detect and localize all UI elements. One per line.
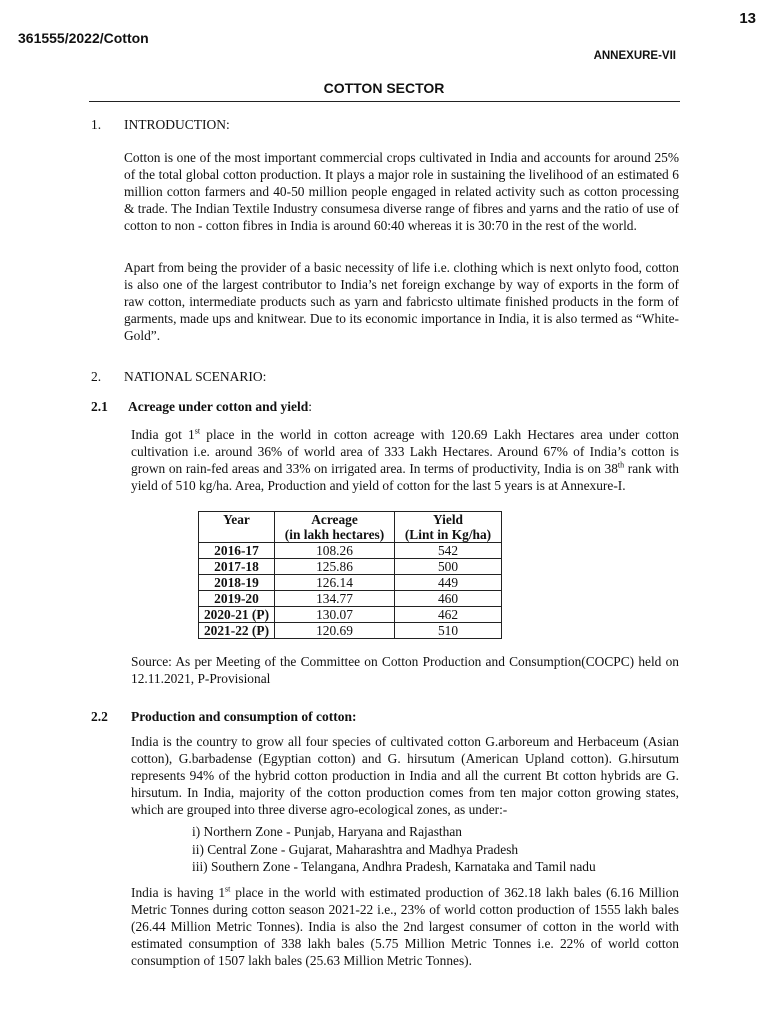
page-number: 13 (739, 10, 756, 27)
header-acreage-line-2: (in lakh hectares) (284, 527, 385, 542)
production-paragraph-1: India is the country to grow all four species of cultivated cotton G.arboreum and Herbaceum (Asian cotton), G.barbadense (Egyptian cotton) and G. hirsutum (American Upland cotton). G.hirsutum represents 94% of the hybrid cotton production in India and all the current Bt cotton hybrids are G. hirsutum. In India, majority of the cotton production comes from ten major cotton growing states, which are grouped into three diverse agro-ecological zones, as under:- (131, 734, 679, 817)
acreage-yield-table (198, 511, 502, 639)
intro-paragraph-2: Apart from being the provider of a basic necessity of life i.e. clothing which is next onlyto food, cotton is also one of the largest contributor to India’s net foreign exchange by way of exports in the form of raw cotton, intermediate products such as yarn and fabricsto ultimate finished products in the form of garments, made ups and knitwear. Due to its economic importance in India, it is also termed as “White-Gold”. (124, 260, 679, 343)
row-yield: 542 (395, 543, 502, 559)
row-acreage: 134.77 (275, 591, 395, 607)
acreage-sup-2: th (617, 460, 625, 470)
table-source-note: Source: As per Meeting of the Committee on Cotton Production and Consumption(COCPC) held on 12.11.2021, P-Provisional (131, 654, 679, 686)
acreage-text-b: place in the world in cotton acreage with 120.69 Lakh Hectares area under cotton cultivation i.e. around 36% of world area of 333 Lakh Hectares. Around 67% of India’s cotton is grown on rain-fed areas and 33% on irrigated area. In terms of productivity, India is on 38 (131, 427, 680, 476)
production-text-a: India is having 1 (131, 885, 226, 900)
row-acreage: 130.07 (275, 607, 395, 623)
header-yield-line-1: Yield (432, 512, 463, 527)
section-2-heading: NATIONAL SCENARIO: (124, 369, 267, 384)
section-2-2-number: 2.2 (91, 709, 108, 724)
row-yield: 500 (395, 559, 502, 575)
row-acreage: 120.69 (275, 623, 395, 639)
row-year: 2016-17 (199, 543, 275, 559)
row-acreage: 125.86 (275, 559, 395, 575)
zone-list-item: ii) Central Zone - Gujarat, Maharashtra and Madhya Pradesh (192, 842, 519, 857)
row-year: 2017-18 (199, 559, 275, 575)
row-yield: 510 (395, 623, 502, 639)
production-text-b: place in the world with estimated production of 362.18 lakh bales (6.16 Million Metric Tonnes during cotton season 2021-22 i.e., 23% of world cotton production of 1555 lakh bales (26.44 Million Metric Tonnes). India is also the 2nd largest consumer of cotton in the world with estimated consumption of 338 lakh bales (5.75 Million Metric Tonnes i.e. 22% of world cotton consumption of 1507 lakh bales (25.63 Million Metric Tonnes). (131, 885, 679, 968)
table-row (199, 559, 502, 575)
zone-list-item: i) Northern Zone - Punjab, Haryana and Rajasthan (192, 824, 462, 839)
section-2-1-heading-wrap (128, 399, 312, 415)
page-title: COTTON SECTOR (323, 80, 445, 96)
table-row (199, 591, 502, 607)
header-acreage (275, 512, 395, 543)
row-year: 2020-21 (P) (199, 607, 275, 623)
section-2-number: 2. (91, 369, 102, 384)
file-reference: 361555/2022/Cotton (18, 30, 149, 46)
annexure-label: ANNEXURE-VII (593, 50, 676, 62)
section-2-1-heading: Acreage under cotton and yield (128, 399, 309, 414)
section-2-1-number: 2.1 (91, 399, 108, 414)
header-acreage-line-1: Acreage (311, 512, 358, 527)
header-year: Year (199, 512, 275, 543)
acreage-text-a: India got 1 (131, 427, 195, 442)
row-year: 2021-22 (P) (199, 623, 275, 639)
row-yield: 449 (395, 575, 502, 591)
section-1-heading: INTRODUCTION: (124, 117, 230, 132)
title-divider (89, 101, 680, 102)
production-paragraph-2 (131, 884, 679, 969)
section-1-number: 1. (91, 117, 102, 132)
table-row (199, 575, 502, 591)
acreage-paragraph (131, 426, 679, 494)
table-row (199, 543, 502, 559)
row-yield: 460 (395, 591, 502, 607)
header-yield (395, 512, 502, 543)
row-yield: 462 (395, 607, 502, 623)
row-year: 2018-19 (199, 575, 275, 591)
table-header-row (199, 512, 502, 543)
zone-list-item: iii) Southern Zone - Telangana, Andhra Pradesh, Karnataka and Tamil nadu (192, 859, 596, 874)
table-row (199, 623, 502, 639)
section-2-1-colon: : (308, 399, 313, 414)
acreage-sup-1: st (194, 426, 201, 436)
intro-paragraph-1: Cotton is one of the most important commercial crops cultivated in India and accounts for around 25% of the total global cotton production. It plays a major role in sustaining the livelihood of an estimated 6 million cotton farmers and 40-50 million people engaged in related activity such as cotton processing & trade. The Indian Textile Industry consumesa diverse range of fibres and yarns and the ratio of use of cotton to non - cotton fibres in India is around 60:40 whereas it is 30:70 in the rest of the world. (124, 150, 679, 233)
row-year: 2019-20 (199, 591, 275, 607)
table-row (199, 607, 502, 623)
section-2-2-heading: Production and consumption of cotton: (131, 709, 357, 724)
header-yield-line-2: (Lint in Kg/ha) (404, 527, 492, 542)
production-sup: st (225, 884, 231, 894)
row-acreage: 108.26 (275, 543, 395, 559)
acreage-text-c: rank with yield of 510 kg/ha. Area, Production and yield of cotton for the last 5 years is at Annexure-I. (131, 461, 679, 493)
row-acreage: 126.14 (275, 575, 395, 591)
